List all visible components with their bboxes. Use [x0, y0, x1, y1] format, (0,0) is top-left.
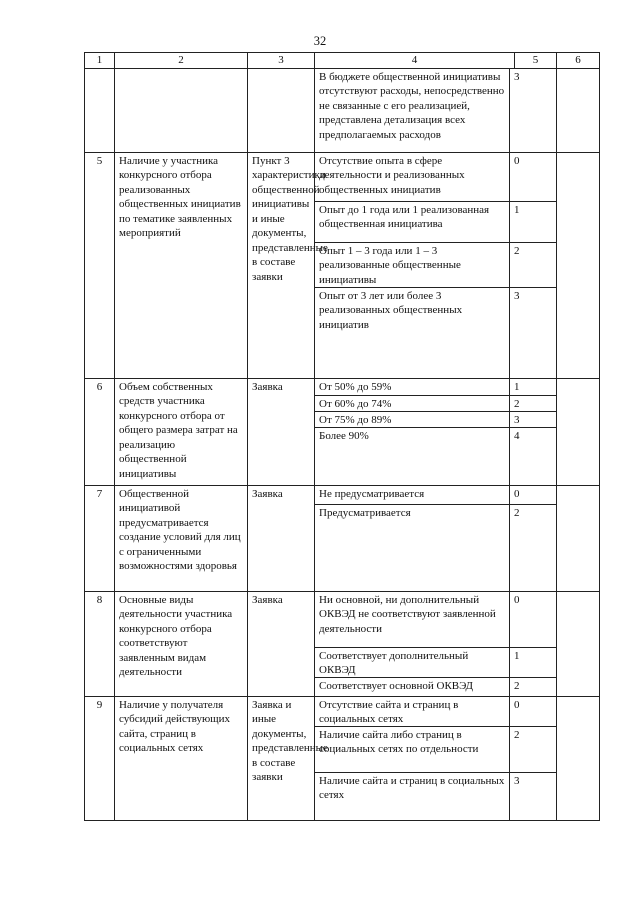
option-text: Наличие сайта либо страниц в социальных сетях по отдельности: [315, 727, 510, 772]
option-text: Отсутствие опыта в сфере деятельности и реализованных общественных инициатив: [315, 153, 510, 201]
row-number: 7: [85, 485, 115, 591]
criterion-source: Пункт 3 характеристики общественной инициативы и иные документы, представленные в составе заявки: [248, 152, 315, 378]
option-row: [315, 428, 556, 485]
options-cell: [315, 378, 557, 485]
option-score: 4: [514, 429, 520, 442]
header-cell: 1: [85, 53, 115, 69]
criterion-row: [85, 591, 600, 696]
empty-cell: [557, 591, 600, 696]
header-cell: 4: [315, 53, 515, 69]
options-cell: [315, 485, 557, 591]
empty-cell: [557, 378, 600, 485]
criterion-name: Объем собственных средств участника конкурсного отбора от общего размера затрат на реализацию общественной инициативы: [115, 378, 248, 485]
criterion-row: [85, 696, 600, 820]
empty-cell: [557, 485, 600, 591]
option-score: 2: [514, 244, 520, 257]
criterion-row: [85, 485, 600, 591]
criterion-source: Заявка: [248, 378, 315, 485]
option-text: Более 90%: [315, 428, 510, 485]
option-text: Отсутствие сайта и страниц в социальных сетях: [315, 697, 510, 726]
option-text: От 75% до 89%: [315, 412, 510, 427]
option-score: 3: [514, 774, 520, 787]
option-text: В бюджете общественной инициативы отсутствуют расходы, непосредственно не связанные с его реализацией, представлена детализация всех предполагаемых расходов: [315, 69, 510, 152]
page-number: 32: [313, 34, 327, 48]
criterion-name: Основные виды деятельности участника конкурсного отбора соответствуют заявленным видам деятельности: [115, 591, 248, 696]
row-number: 5: [85, 152, 115, 378]
option-score: 2: [514, 397, 520, 410]
criterion-source: Заявка и иные документы, представленные в составе заявки: [248, 696, 315, 820]
option-text: Опыт от 3 лет или более 3 реализованных общественных инициатив: [315, 288, 510, 378]
continued-row: [85, 68, 600, 152]
option-row: [315, 648, 556, 678]
option-score: 2: [514, 506, 520, 519]
header-cell: 5: [515, 53, 557, 69]
header-cell: 3: [248, 53, 315, 69]
option-text: Опыт 1 – 3 года или 1 – 3 реализованные общественные инициативы: [315, 243, 510, 287]
option-text: Не предусматривается: [315, 486, 510, 504]
option-row: [315, 678, 556, 696]
option-row: [315, 243, 556, 288]
option-text: Соответствует основной ОКВЭД: [315, 678, 510, 696]
option-text: Предусматривается: [315, 505, 510, 591]
header-row: [85, 53, 600, 69]
option-text: Соответствует дополнительный ОКВЭД: [315, 648, 510, 677]
option-row: [315, 592, 556, 648]
criterion-row: [85, 378, 600, 485]
option-row: [315, 727, 556, 773]
criterion-source: Заявка: [248, 485, 315, 591]
option-score: 2: [514, 728, 520, 741]
option-score: 2: [514, 679, 520, 692]
option-text: От 60% до 74%: [315, 396, 510, 411]
criterion-name: Наличие у получателя субсидий действующих сайта, страниц в социальных сетях: [115, 696, 248, 820]
criterion-name: Наличие у участника конкурсного отбора реализованных общественных инициатив по тематике заявленных мероприятий: [115, 152, 248, 378]
option-text: Ни основной, ни дополнительный ОКВЭД не соответствуют заявленной деятельности: [315, 592, 510, 647]
empty-cell: [557, 696, 600, 820]
option-row: [315, 69, 556, 152]
option-score: 3: [514, 289, 520, 302]
options-cell: [315, 152, 557, 378]
empty-cell: [557, 152, 600, 378]
option-score: 1: [514, 203, 520, 216]
option-row: [315, 412, 556, 428]
option-score: 0: [514, 154, 520, 167]
options-cell: [315, 696, 557, 820]
option-score: 0: [514, 487, 520, 500]
row-number: 6: [85, 378, 115, 485]
row-number: 8: [85, 591, 115, 696]
option-score: 3: [514, 413, 520, 426]
option-row: [315, 202, 556, 243]
option-score: 0: [514, 593, 520, 606]
option-row: [315, 379, 556, 396]
option-row: [315, 697, 556, 727]
criterion-row: [85, 152, 600, 378]
option-row: [315, 396, 556, 412]
option-score: 0: [514, 698, 520, 711]
option-row: [315, 505, 556, 591]
options-cell: [315, 591, 557, 696]
option-row: [315, 486, 556, 505]
option-score: 3: [514, 70, 520, 83]
option-score: 1: [514, 649, 520, 662]
header-cell: 2: [115, 53, 248, 69]
option-row: [315, 288, 556, 378]
option-text: Опыт до 1 года или 1 реализованная общественная инициатива: [315, 202, 510, 242]
option-row: [315, 153, 556, 202]
option-text: Наличие сайта и страниц в социальных сетях: [315, 773, 510, 820]
criteria-table: [84, 52, 600, 821]
criterion-source: Заявка: [248, 591, 315, 696]
criterion-name: Общественной инициативой предусматривается создание условий для лиц с ограниченными возможностями здоровья: [115, 485, 248, 591]
option-score: 1: [514, 380, 520, 393]
header-cell: 6: [557, 53, 600, 69]
option-text: От 50% до 59%: [315, 379, 510, 395]
row-number: 9: [85, 696, 115, 820]
option-row: [315, 773, 556, 820]
